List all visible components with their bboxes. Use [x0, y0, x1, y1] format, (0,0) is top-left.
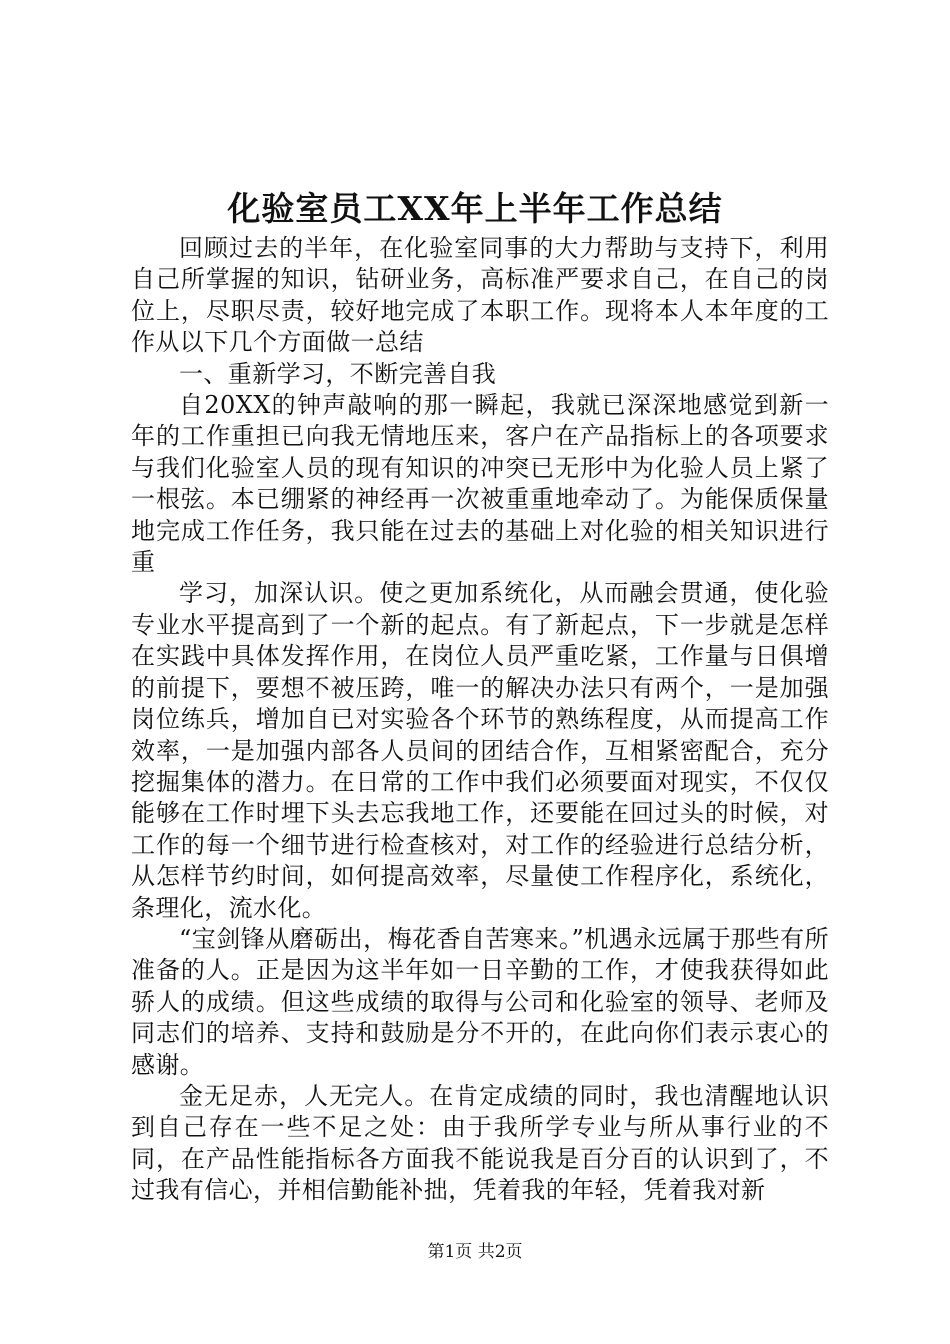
paragraph: “宝剑锋从磨砺出，梅花香自苦寒来。”机遇永远属于那些有所准备的人。正是因为这半年如一日辛勤的工作，才使我获得如此骄人的成绩。但这些成绩的取得与公司和化验室的领导、老师及同志们的培养、支持和鼓励是分不开的，在此向你们表示衷心的感谢。 — [131, 924, 829, 1079]
page-footer: 第1页 共2页 — [427, 1242, 523, 1262]
paragraph: 金无足赤，人无完人。在肯定成绩的同时，我也清醒地认识到自己存在一些不足之处：由于我所学专业与所从事行业的不同，在产品性能指标各方面我不能说我是百分百的认识到了，不过我有信心，并相信勤能补拙，凭着我的年轻，凭着我对新 — [131, 1081, 829, 1205]
document-body — [131, 233, 829, 1207]
paragraph: 学习，加深认识。使之更加系统化，从而融会贯通，使化验专业水平提高到了一个新的起点。有了新起点，下一步就是怎样在实践中具体发挥作用，在岗位人员严重吃紧，工作量与日俱增的前提下，要想不被压跨，唯一的解决办法只有两个，一是加强岗位练兵，增加自已对实验各个环节的熟练程度，从而提高工作效率，一是加强内部各人员间的团结合作，互相紧密配合，充分挖掘集体的潜力。在日常的工作中我们必须要面对现实，不仅仅能够在工作时埋下头去忘我地工作，还要能在回过头的时候，对工作的每一个细节进行检查核对，对工作的经验进行总结分析，从怎样节约时间，如何提高效率，尽量使工作程序化，系统化，条理化，流水化。 — [131, 579, 829, 922]
paragraph-intro: 回顾过去的半年，在化验室同事的大力帮助与支持下，利用自己所掌握的知识，钻研业务，高标准严要求自己，在自己的岗位上，尽职尽责，较好地完成了本职工作。现将本人本年度的工作从以下几个方面做一总结 — [131, 234, 829, 357]
document-title: 化验室员工XX年上半年工作总结 — [227, 189, 723, 228]
section-heading: 一、重新学习，不断完善自我 — [179, 359, 497, 388]
paragraph: 自20XX的钟声敲响的那一瞬起，我就已深深地感觉到新一年的工作重担已向我无情地压来，客户在产品指标上的各项要求与我们化验室人员的现有知识的冲突已无形中为化验人员上紧了一根弦。本已绷紧的神经再一次被重重地牵动了。为能保质保量地完成工作任务，我只能在过去的基础上对化验的相关知识进行重 — [131, 391, 829, 577]
